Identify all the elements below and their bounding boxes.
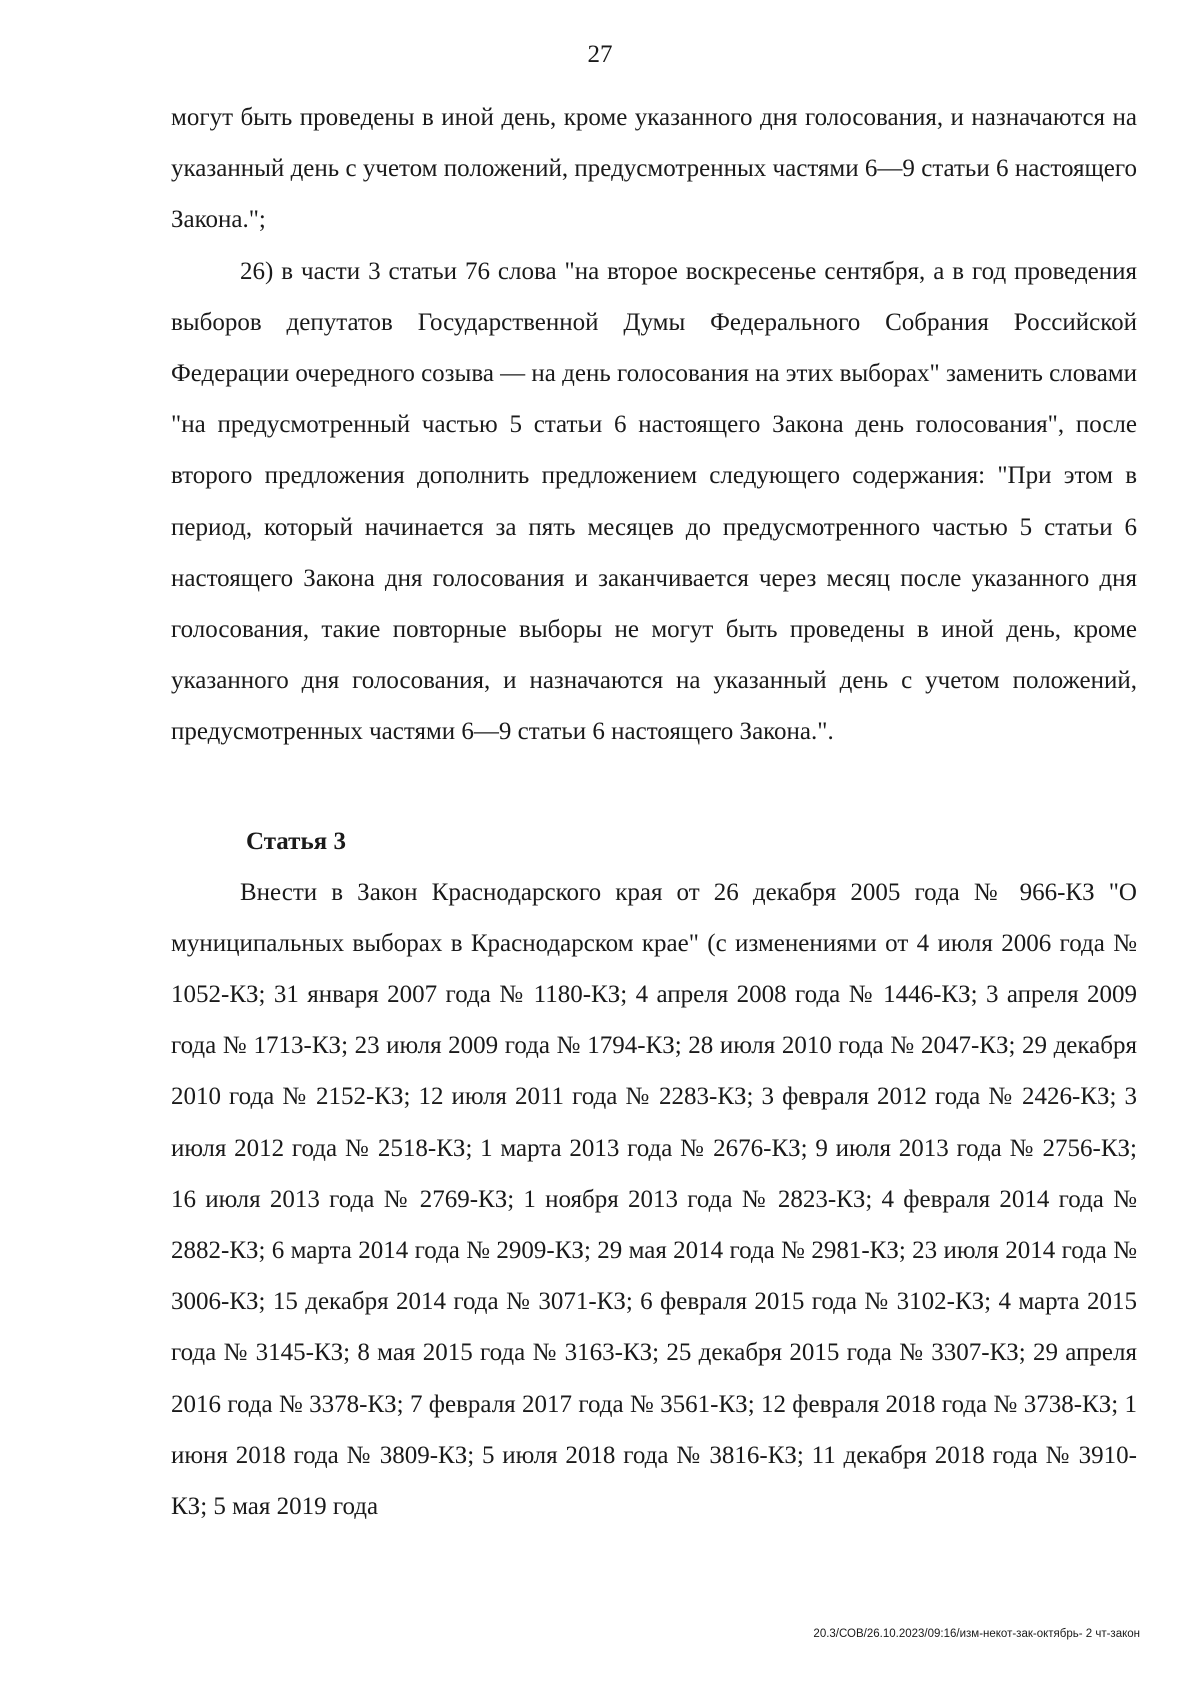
page-number: 27	[587, 41, 613, 68]
paragraph-continuation: могут быть проведены в иной день, кроме указанного дня голосования, и назначаются на указанный день с учетом положений, предусмотренных частями 6—9 статьи 6 настоящего Закона.";	[171, 104, 1137, 234]
paragraph-item-26: 26) в части 3 статьи 76 слова "на второе воскресенье сентября, а в год проведения выборов депутатов Государственной Думы Федерального Собрания Российской Федерации очередного созыва — на день голосования на этих выборах" заменить словами "на предусмотренный частью 5 статьи 6 настоящего Закона день голосования", после второго предложения дополнить предложением следующего содержания: "При этом в период, который начинается за пять месяцев до предусмотренного частью 5 статьи 6 настоящего Закона дня голосования и заканчивается через месяц после указанного дня голосования, такие повторные выборы не могут быть проведены в иной день, кроме указанного дня голосования, и назначаются на указанный день с учетом положений, предусмотренных частями 6—9 статьи 6 настоящего Закона.".	[171, 257, 1138, 746]
article-heading: Статья 3	[246, 827, 346, 855]
article-text: Внести в Закон Краснодарского края от 26 декабря 2005 года № 966-КЗ "О муниципальных выборах в Краснодарском крае" (с изменениями от 4 июля 2006 года № 1052-КЗ; 31 января 2007 года № 1180-КЗ; 4 апреля 2008 года № 1446-КЗ; 3 апреля 2009 года № 1713-КЗ; 23 июля 2009 года № 1794-КЗ; 28 июля 2010 года № 2047-КЗ; 29 декабря 2010 года № 2152-КЗ; 12 июля 2011 года № 2283-КЗ; 3 февраля 2012 года № 2426-КЗ; 3 июля 2012 года № 2518-КЗ; 1 марта 2013 года № 2676-КЗ; 9 июля 2013 года № 2756-КЗ; 16 июля 2013 года № 2769-КЗ; 1 ноября 2013 года № 2823-КЗ; 4 февраля 2014 года № 2882-КЗ; 6 марта 2014 года № 2909-КЗ; 29 мая 2014 года № 2981-КЗ; 23 июля 2014 года № 3006-КЗ; 15 декабря 2014 года № 3071-КЗ; 6 февраля 2015 года № 3102-КЗ; 4 марта 2015 года № 3145-КЗ; 8 мая 2015 года № 3163-КЗ; 25 декабря 2015 года № 3307-КЗ; 29 апреля 2016 года № 3378-КЗ; 7 февраля 2017 года № 3561-КЗ; 12 февраля 2018 года № 3738-КЗ; 1 июня 2018 года № 3809-КЗ; 5 июля 2018 года № 3816-КЗ; 11 декабря 2018 года № 3910-КЗ; 5 мая 2019 года	[171, 878, 1137, 1521]
footer-document-code: 20.3/СОВ/26.10.2023/09:16/изм-некот-зак-октябрь- 2 чт-закон	[813, 1628, 1140, 1640]
document-body	[171, 92, 1137, 1532]
